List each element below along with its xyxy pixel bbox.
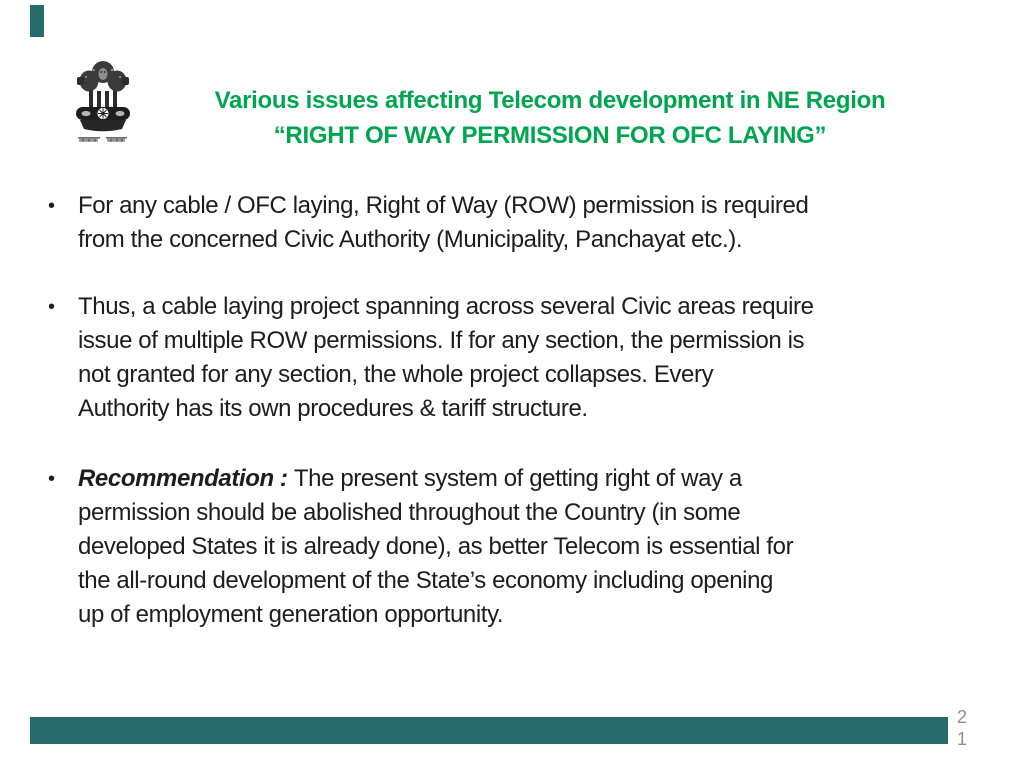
- bullet-lead-text: Recommendation :: [78, 465, 294, 492]
- bullet-list: [48, 189, 948, 632]
- page-number: [951, 707, 973, 750]
- list-item: [48, 189, 948, 257]
- bullet-text: [78, 462, 793, 632]
- bullet-body-text: The present system of getting right of way a permission should be abolished throughout the Country (in some developed States it is already done), as better Telecom is essential for the all-round development of the State’s economy including opening up of employment generation opportunity.: [78, 465, 794, 628]
- bullet-icon: •: [48, 296, 56, 318]
- slide-title-line1: Various issues affecting Telecom development in NE Region: [214, 87, 886, 114]
- slide-title: [70, 83, 1024, 153]
- top-left-accent-tab: [30, 5, 44, 37]
- bullet-text: Thus, a cable laying project spanning across several Civic areas require issue of multiple ROW permissions. If for any section, the permission is not granted for any section, the whole project collapses. Every Authority has its own procedures & tariff structure.: [78, 293, 814, 422]
- list-item: [48, 290, 948, 426]
- list-item: [48, 462, 948, 632]
- page-number-top: 2: [956, 707, 967, 727]
- bullet-text: For any cable / OFC laying, Right of Way (ROW) permission is required from the concerned Civic Authority (Municipality, Panchayat etc.).: [78, 192, 809, 253]
- slide-title-line2: “RIGHT OF WAY PERMISSION FOR OFC LAYING”: [273, 122, 827, 149]
- bottom-accent-bar: [30, 717, 948, 744]
- page-number-bottom: 1: [956, 728, 967, 749]
- bullet-icon: •: [48, 195, 56, 217]
- bullet-icon: •: [48, 468, 56, 490]
